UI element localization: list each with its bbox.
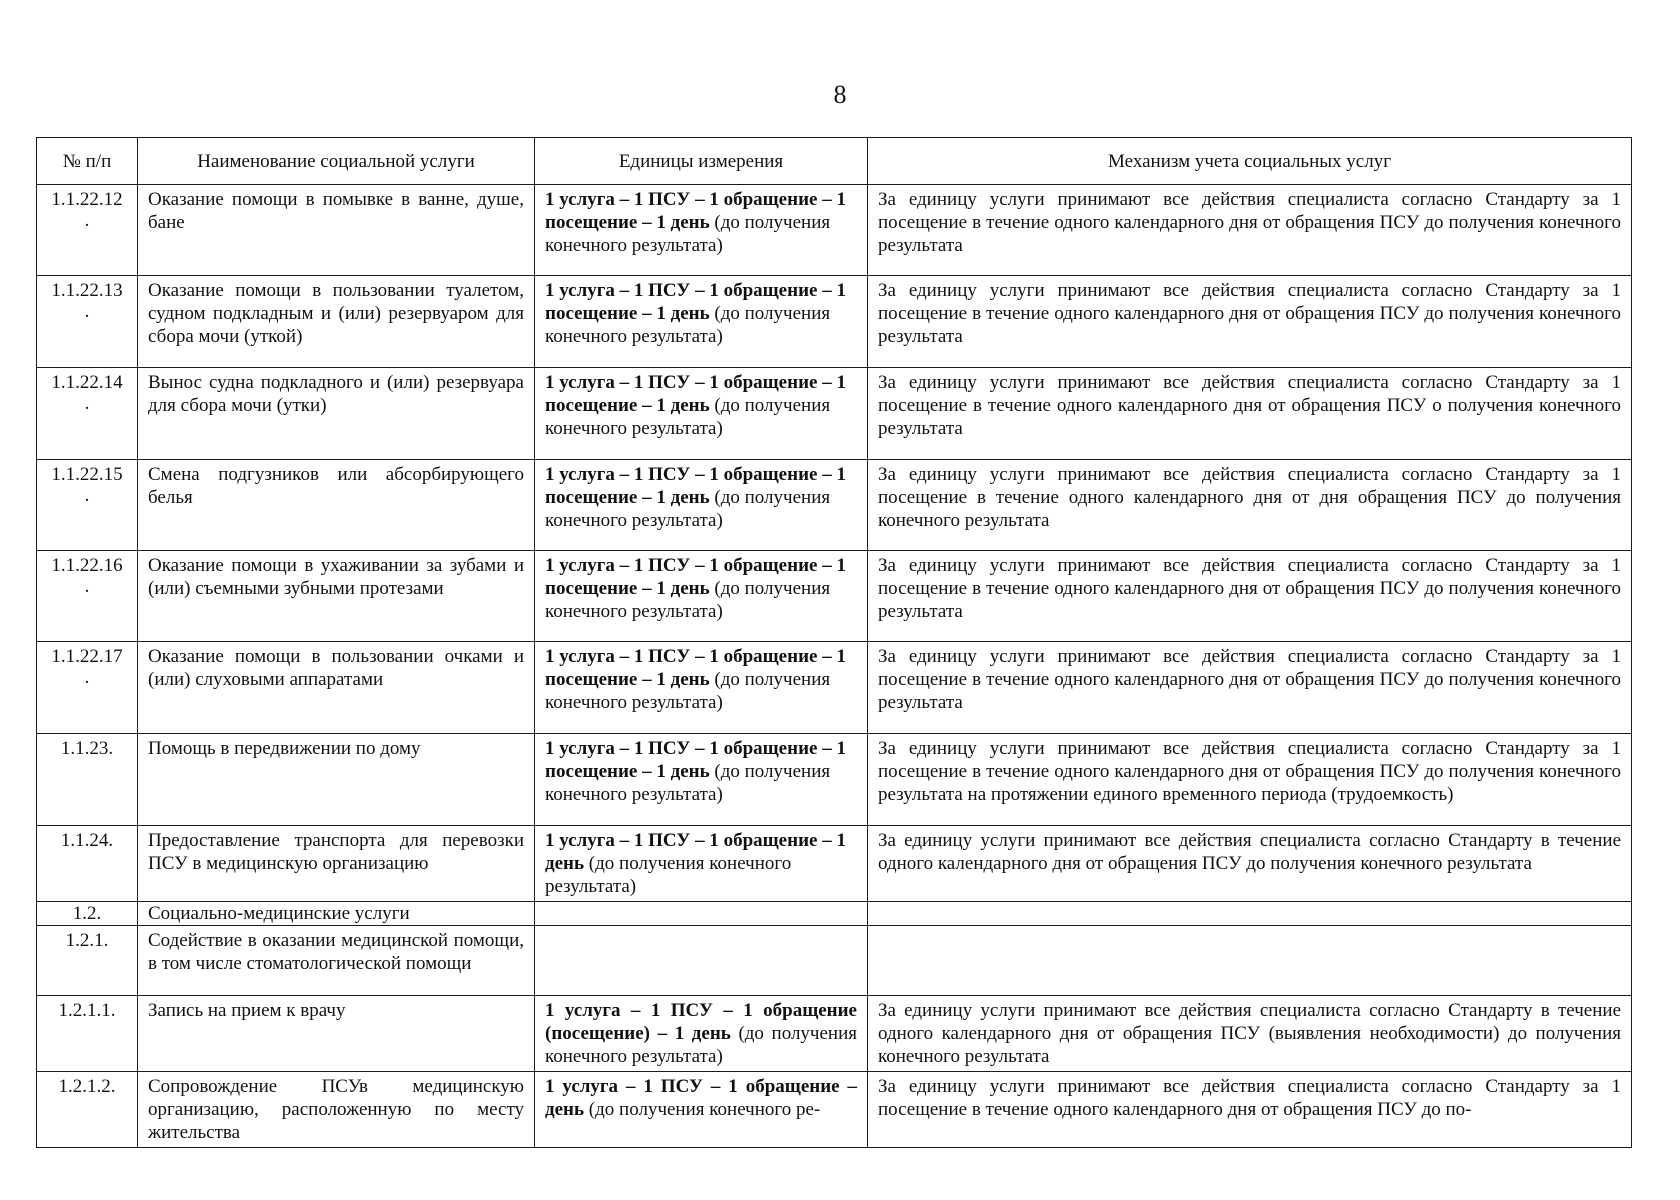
row-unit: 1 услуга – 1 ПСУ – 1 обращение – 1 посещение – 1 день (до получения конечного результата) (535, 276, 868, 368)
table-row (37, 826, 1632, 902)
row-unit: 1 услуга – 1 ПСУ – 1 обращение – 1 посещение – 1 день (до получения конечного результата) (535, 185, 868, 276)
row-num: 1.2.1.1. (37, 996, 138, 1072)
row-num: 1.1.22.14 . (37, 368, 138, 460)
row-name: Содействие в оказании медицинской помощи, в том числе стоматологической помощи (138, 926, 535, 996)
row-name: Смена подгузников или абсорбирующего белья (138, 460, 535, 551)
table-header-row (37, 138, 1632, 185)
row-num: 1.2.1. (37, 926, 138, 996)
table-row (37, 734, 1632, 826)
row-name: Оказание помощи в помывке в ванне, душе, бане (138, 185, 535, 276)
table-row (37, 1072, 1632, 1148)
row-num: 1.1.22.13 . (37, 276, 138, 368)
row-mechanism (868, 902, 1632, 926)
row-name: Помощь в передвижении по дому (138, 734, 535, 826)
header-num: № п/п (37, 138, 138, 185)
row-name: Оказание помощи в пользовании туалетом, судном подкладным и (или) резервуаром для сбора мочи (уткой) (138, 276, 535, 368)
row-num: 1.2.1.2. (37, 1072, 138, 1148)
row-mechanism: За единицу услуги принимают все действия специалиста согласно Стандарту за 1 посещение в течение одного календарного дня от обращения ПСУ до получения конечного результата на протяжении единого временного периода (трудоемкость) (868, 734, 1632, 826)
header-unit: Единицы измерения (535, 138, 868, 185)
row-mechanism: За единицу услуги принимают все действия специалиста согласно Стандарту за 1 посещение в течение одного календарного дня от обращения ПСУ до по- (868, 1072, 1632, 1148)
row-unit: 1 услуга – 1 ПСУ – 1 обращение – день (до получения конечного ре- (535, 1072, 868, 1148)
table-row (37, 460, 1632, 551)
row-unit: 1 услуга – 1 ПСУ – 1 обращение – 1 посещение – 1 день (до получения конечного результата) (535, 734, 868, 826)
header-name: Наименование социальной услуги (138, 138, 535, 185)
row-unit: 1 услуга – 1 ПСУ – 1 обращение – 1 посещение – 1 день (до получения конечного результата) (535, 460, 868, 551)
row-unit: 1 услуга – 1 ПСУ – 1 обращение (посещение) – 1 день (до получения конечного результата) (535, 996, 868, 1072)
row-unit: 1 услуга – 1 ПСУ – 1 обращение – 1 посещение – 1 день (до получения конечного результата) (535, 551, 868, 642)
row-num: 1.1.22.15 . (37, 460, 138, 551)
table-row (37, 185, 1632, 276)
row-mechanism: За единицу услуги принимают все действия специалиста согласно Стандарту в течение одного календарного дня от обращения ПСУ (выявления необходимости) до получения конечного результата (868, 996, 1632, 1072)
row-num: 1.1.22.12 . (37, 185, 138, 276)
row-mechanism: За единицу услуги принимают все действия специалиста согласно Стандарту за 1 посещение в течение одного календарного дня от обращения ПСУ о получения конечного результата (868, 368, 1632, 460)
row-name: Предоставление транспорта для перевозки ПСУ в медицинскую организацию (138, 826, 535, 902)
row-name: Сопровождение ПСУв медицинскую организацию, расположенную по месту жительства (138, 1072, 535, 1148)
row-unit: 1 услуга – 1 ПСУ – 1 обращение – 1 день (до получения конечного результата) (535, 826, 868, 902)
row-name: Вынос судна подкладного и (или) резервуара для сбора мочи (утки) (138, 368, 535, 460)
table-section-row (37, 902, 1632, 926)
table-row (37, 642, 1632, 734)
row-name: Оказание помощи в ухаживании за зубами и (или) съемными зубными протезами (138, 551, 535, 642)
row-unit: 1 услуга – 1 ПСУ – 1 обращение – 1 посещение – 1 день (до получения конечного результата) (535, 368, 868, 460)
table-row (37, 276, 1632, 368)
row-unit (535, 902, 868, 926)
row-mechanism: За единицу услуги принимают все действия специалиста согласно Стандарту за 1 посещение в течение одного календарного дня от дня обращения ПСУ до получения конечного результата (868, 460, 1632, 551)
row-unit (535, 926, 868, 996)
table-section-row (37, 926, 1632, 996)
table-row (37, 996, 1632, 1072)
row-num: 1.1.23. (37, 734, 138, 826)
row-mechanism: За единицу услуги принимают все действия специалиста согласно Стандарту в течение одного календарного дня от обращения ПСУ до получения конечного результата (868, 826, 1632, 902)
page-number: 8 (833, 80, 847, 109)
row-num: 1.1.22.16 . (37, 551, 138, 642)
table-row (37, 368, 1632, 460)
row-name: Оказание помощи в пользовании очками и (или) слуховыми аппаратами (138, 642, 535, 734)
row-mechanism: За единицу услуги принимают все действия специалиста согласно Стандарту за 1 посещение в течение одного календарного дня от обращения ПСУ до получения конечного результата (868, 185, 1632, 276)
row-num: 1.1.22.17 . (37, 642, 138, 734)
row-mechanism (868, 926, 1632, 996)
row-name: Запись на прием к врачу (138, 996, 535, 1072)
table-row (37, 551, 1632, 642)
header-mechanism: Механизм учета социальных услуг (868, 138, 1632, 185)
row-mechanism: За единицу услуги принимают все действия специалиста согласно Стандарту за 1 посещение в течение одного календарного дня от обращения ПСУ до получения конечного результата (868, 551, 1632, 642)
row-mechanism: За единицу услуги принимают все действия специалиста согласно Стандарту за 1 посещение в течение одного календарного дня от обращения ПСУ до получения конечного результата (868, 642, 1632, 734)
row-name: Социально-медицинские услуги (138, 902, 535, 926)
services-table (36, 137, 1632, 1148)
row-num: 1.2. (37, 902, 138, 926)
row-num: 1.1.24. (37, 826, 138, 902)
row-mechanism: За единицу услуги принимают все действия специалиста согласно Стандарту за 1 посещение в течение одного календарного дня от обращения ПСУ до получения конечного результата (868, 276, 1632, 368)
row-unit: 1 услуга – 1 ПСУ – 1 обращение – 1 посещение – 1 день (до получения конечного результата) (535, 642, 868, 734)
